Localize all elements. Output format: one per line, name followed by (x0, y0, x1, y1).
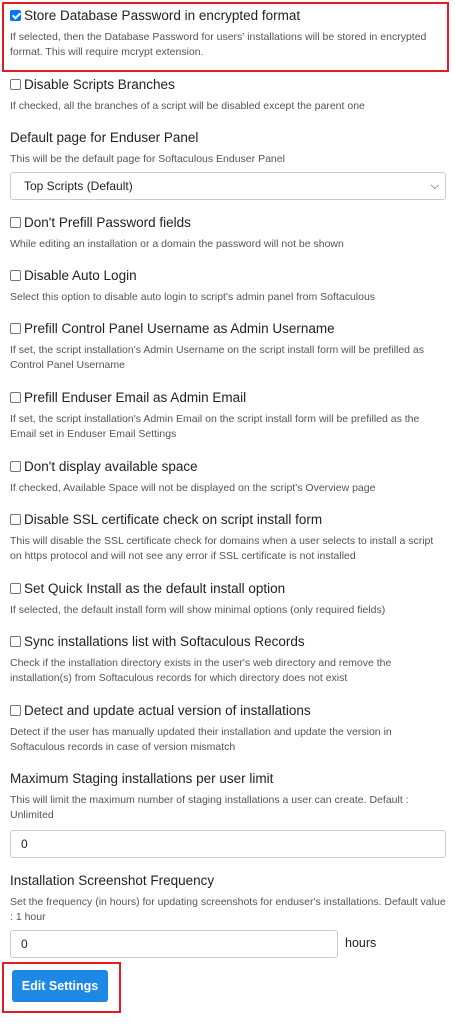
setting-description: If selected, the default install form will show minimal options (only required fields) (10, 604, 386, 616)
setting-description: While editing an installation or a domain the password will not be shown (10, 238, 344, 250)
setting-label: Default page for Enduser Panel (10, 130, 199, 145)
default-page-select-value: Top Scripts (Default) (24, 179, 133, 193)
setting-max-staging (10, 771, 447, 823)
staging-limit-input-value: 0 (21, 837, 28, 851)
default-page-select[interactable] (10, 172, 446, 200)
setting-disable-auto-login (10, 268, 447, 305)
setting-label: Set Quick Install as the default install option (24, 581, 286, 596)
setting-label: Don't display available space (24, 459, 198, 474)
setting-screenshot-frequency (10, 873, 447, 925)
setting-hide-available-space (10, 459, 447, 496)
setting-description: This will be the default page for Softaculous Enduser Panel (10, 153, 285, 165)
setting-label: Don't Prefill Password fields (24, 215, 191, 230)
setting-label: Disable Scripts Branches (24, 77, 175, 92)
setting-description: This will limit the maximum number of staging installations a user can create. Default : Unlimited (10, 794, 409, 821)
setting-default-enduser-page (10, 130, 447, 167)
disable-auto-login-checkbox[interactable] (10, 270, 21, 281)
prefill-enduser-email-checkbox[interactable] (10, 392, 21, 403)
setting-description: Set the frequency (in hours) for updating screenshots for enduser's installations. Default value : 1 hour (10, 896, 446, 923)
setting-description: If set, the script installation's Admin Username on the script install form will be prefilled as Control Panel Username (10, 344, 425, 371)
setting-prefill-cp-username (10, 321, 447, 373)
setting-description: Detect if the user has manually updated their installation and update the version in Softaculous records in case of version mismatch (10, 726, 392, 753)
encrypt-db-password-checkbox[interactable] (10, 10, 21, 21)
setting-label: Disable Auto Login (24, 268, 137, 283)
disable-scripts-branches-checkbox[interactable] (10, 79, 21, 90)
quick-install-default-checkbox[interactable] (10, 583, 21, 594)
setting-description: If selected, then the Database Password for users' installations will be stored in encrypted format. This will require mcrypt extension. (10, 31, 427, 58)
staging-limit-input[interactable] (10, 830, 446, 858)
setting-description: Select this option to disable auto login to script's admin panel from Softaculous (10, 291, 376, 303)
sync-installations-checkbox[interactable] (10, 636, 21, 647)
setting-detect-version (10, 703, 447, 755)
detect-version-checkbox[interactable] (10, 705, 21, 716)
setting-description: This will disable the SSL certificate check for domains when a user selects to install a script on https protocol and will not see any error if SSL certificate is not installed (10, 535, 434, 562)
setting-label: Prefill Control Panel Username as Admin Username (24, 321, 335, 336)
setting-prefill-enduser-email (10, 390, 447, 442)
setting-quick-install-default (10, 581, 447, 618)
disable-ssl-check-checkbox[interactable] (10, 514, 21, 525)
setting-description: If checked, Available Space will not be displayed on the script's Overview page (10, 482, 376, 494)
screenshot-frequency-input-value: 0 (21, 937, 28, 951)
setting-dont-prefill-password (10, 215, 447, 252)
setting-disable-ssl-check (10, 512, 447, 564)
setting-encrypt-db-password (10, 8, 447, 60)
setting-disable-scripts-branches (10, 77, 447, 114)
setting-label: Maximum Staging installations per user limit (10, 771, 274, 786)
hours-suffix: hours (345, 936, 377, 950)
screenshot-frequency-input[interactable] (10, 930, 338, 958)
setting-label: Sync installations list with Softaculous Records (24, 634, 305, 649)
setting-label: Prefill Enduser Email as Admin Email (24, 390, 247, 405)
setting-sync-installations (10, 634, 447, 686)
hide-available-space-checkbox[interactable] (10, 461, 21, 472)
dont-prefill-password-checkbox[interactable] (10, 217, 21, 228)
setting-description: If set, the script installation's Admin Email on the script install form will be prefilled as the Email set in Enduser Email Settings (10, 413, 420, 440)
setting-label: Disable SSL certificate check on script install form (24, 512, 323, 527)
chevron-down-icon: ⌵ (430, 180, 439, 192)
edit-settings-button[interactable]: Edit Settings (12, 970, 108, 1002)
prefill-cp-username-checkbox[interactable] (10, 323, 21, 334)
setting-label: Store Database Password in encrypted format (24, 8, 301, 23)
setting-description: Check if the installation directory exists in the user's web directory and remove the installation(s) from Softaculous records for which directory does not exist (10, 657, 392, 684)
setting-description: If checked, all the branches of a script will be disabled except the parent one (10, 100, 365, 112)
setting-label: Installation Screenshot Frequency (10, 873, 215, 888)
setting-label: Detect and update actual version of installations (24, 703, 311, 718)
